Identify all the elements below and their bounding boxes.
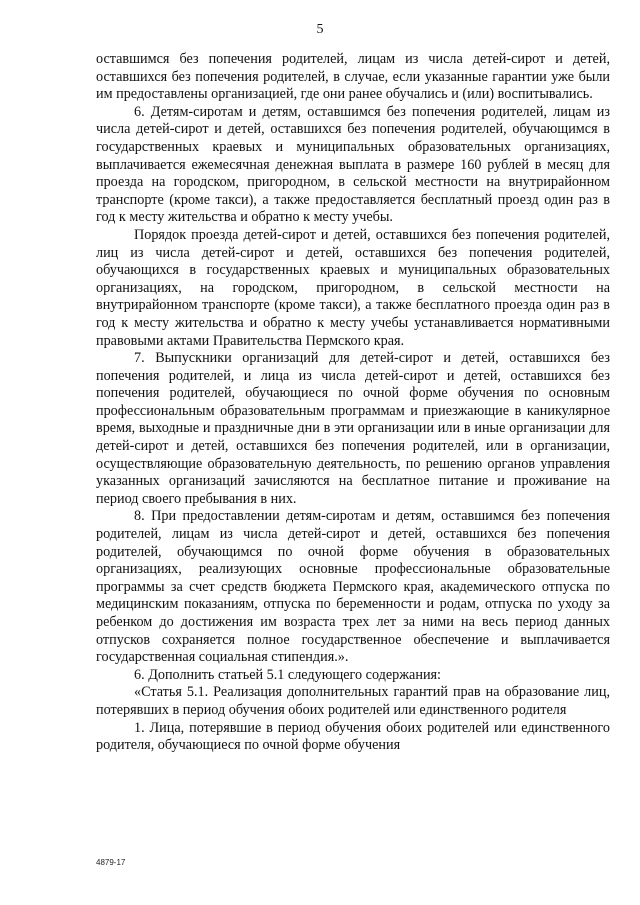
paragraph-continuation: оставшимся без попечения родителей, лицам из числа детей-сирот и детей, оставшихся без попечения родителей, в случае, если указанные гарантии уже были им предоставлены организацией, где они ранее обучались и (или) воспитывались. [96,51,610,103]
paragraph-travel-procedure: Порядок проезда детей-сирот и детей, оставшихся без попечения родителей, лиц из числа детей-сирот и детей, оставшихся без попечения родителей, обучающихся в государственных краевых и муниципальных образовательных организациях, на городском, пригородном, в сельской местности на внутрирайонном транспорте (кроме такси), а также бесплатного проезда один раз в год к месту жительства и обратно к месту учебы устанавливается нормативными правовыми актами Правительства Пермского края. [96,226,610,349]
paragraph-item-6: 6. Детям-сиротам и детям, оставшимся без попечения родителей, лицам из числа детей-сирот и детей, оставшихся без попечения родителей, обучающимся в государственных краевых и муниципальных образовательных организациях, выплачивается ежемесячная денежная выплата в размере 160 рублей в месяц для проезда на городском, пригородном, в сельской местности на внутрирайонном транспорте (кроме такси), а также предоставляется бесплатный проезд один раз в год к месту жительства и обратно к месту учебы. [96,103,610,226]
paragraph-amendment-6: 6. Дополнить статьей 5.1 следующего содержания: [134,666,441,683]
document-code: 4879-17 [96,858,126,867]
document-body [96,51,610,755]
paragraph-article-5-1-item-1: 1. Лица, потерявшие в период обучения обоих родителей или единственного родителя, обучающиеся по очной форме обучения [96,719,610,754]
paragraph-item-7: 7. Выпускники организаций для детей-сирот и детей, оставшихся без попечения родителей, и лица из числа детей-сирот и детей, оставшихся без попечения родителей, обучающиеся по очной форме обучения по основным профессиональным образовательным программам и приезжающие в каникулярное время, выходные и праздничные дни в эти организации или в иные организации для детей-сирот и детей, оставшихся без попечения родителей, или в организации, осуществляющие образовательную деятельность, по решению органов управления указанных организаций зачисляются на бесплатное питание и проживание на период своего пребывания в них. [96,350,610,507]
paragraph-item-8: 8. При предоставлении детям-сиротам и детям, оставшимся без попечения родителей, лицам из числа детей-сирот и детей, оставшихся без попечения родителей, обучающимся по очной форме обучения в образовательных организациях, реализующих основные профессиональные образовательные программы за счет средств бюджета Пермского края, академического отпуска по медицинским показаниям, отпуска по беременности и родам, отпуска по уходу за ребенком до достижения им возраста трех лет за ними на весь период данных отпусков сохраняется полное государственное обеспечение и выплачивается государственная социальная стипендия.». [96,508,610,666]
page-number: 5 [316,22,324,37]
article-5-1-heading: «Статья 5.1. Реализация дополнительных гарантий прав на образование лиц, потерявших в период обучения обоих родителей или единственного родителя [96,684,610,718]
